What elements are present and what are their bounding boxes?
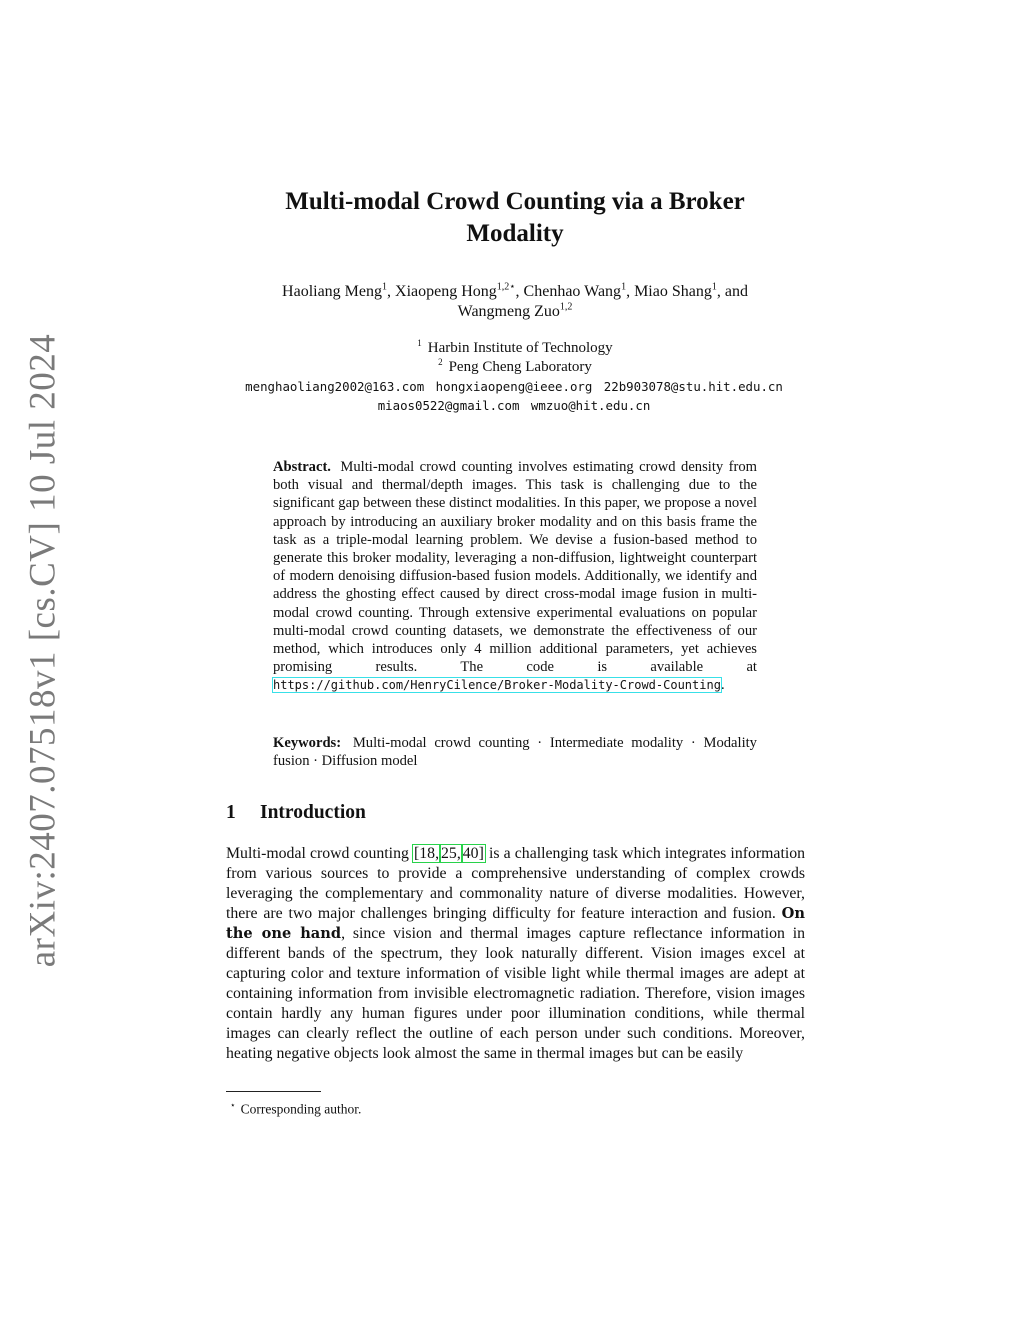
intro-paragraph	[226, 844, 805, 1064]
keywords	[273, 734, 757, 770]
email-line-2	[214, 396, 814, 415]
author-list	[220, 282, 810, 322]
author-name: Miao Shang	[634, 283, 712, 300]
author-sup: 1,2	[559, 301, 573, 313]
email: hongxiaopeng@ieee.org	[435, 379, 593, 394]
affiliation-sup: 1	[417, 338, 422, 348]
email: miaos0522@gmail.com	[377, 398, 520, 413]
author-sep: ,	[515, 283, 524, 300]
author-name: Xiaopeng Hong	[395, 283, 497, 300]
author-name: Chenhao Wang	[523, 283, 622, 300]
keywords-text: Multi-modal crowd counting · Intermediate modality · Modality fusion · Diffusion model	[273, 735, 757, 770]
intro-text-2: , since vision and thermal images capture reflectance information in different bands of the spectrum, they look naturally different. Vision images excel at capturing color and texture information of visible light while thermal images are adept at containing information from invisible electromagnetic radiation. Therefore, vision images contain hardly any human figures under poor illumination conditions, while thermal images can clearly reflect the outline of each person under such conditions. Moreover, heating negative objects look almost the same in thermal images but can be easily	[226, 925, 806, 1062]
author-sup: 1,2⋆	[496, 281, 516, 293]
abstract-label: Abstract.	[273, 459, 331, 475]
arxiv-stamp	[20, 333, 66, 967]
email: 22b903078@stu.hit.edu.cn	[603, 379, 783, 394]
citation-link[interactable]: 40]	[462, 845, 484, 862]
abstract-end: .	[720, 677, 725, 694]
citation-link[interactable]: 25,	[441, 845, 461, 862]
affiliation-sup: 2	[438, 356, 443, 367]
paper-title	[240, 186, 790, 250]
section-heading	[226, 802, 806, 824]
section-title: Introduction	[260, 802, 366, 823]
footnote	[230, 1096, 361, 1119]
title-line-2: Modality	[466, 220, 564, 247]
keywords-label: Keywords:	[273, 735, 342, 751]
title-line-1: Multi-modal Crowd Counting via a Broker	[285, 188, 745, 215]
author-sup: 1	[621, 281, 627, 293]
footnote-mark: ⋆	[230, 1100, 236, 1110]
author-name: Wangmeng Zuo	[457, 303, 560, 320]
intro-lead: Multi-modal crowd counting	[226, 845, 409, 862]
email: wmzuo@hit.edu.cn	[530, 398, 651, 413]
arxiv-stamp-text: arXiv:2407.07518v1 [cs.CV] 10 Jul 2024	[22, 333, 64, 967]
email: menghaoliang2002@163.com	[245, 379, 425, 394]
author-sep: ,	[387, 283, 396, 300]
email-list	[214, 377, 814, 415]
intro-text: is a challenging task which integrates information from various sources to provide a comprehensive understanding of complex crowds leveraging the complementary and commonality nature of diverse modalities. However, there are two major challenges bringing difficulty for feature interaction and fusion.	[226, 845, 806, 922]
citation-link[interactable]: [18,	[414, 845, 440, 862]
code-link[interactable]: https://github.com/HenryCilence/Broker-Modality-Crowd-Counting	[273, 678, 721, 693]
section-number: 1	[226, 802, 236, 823]
affiliation-name: Harbin Institute of Technology	[427, 340, 613, 356]
affiliations	[220, 339, 810, 376]
footnote-divider	[226, 1091, 321, 1092]
email-line-1	[214, 377, 814, 396]
author-sup: 1	[711, 281, 717, 293]
abstract-text: Multi-modal crowd counting involves estimating crowd density from both visual and thermal/depth images. This task is challenging due to the significant gap between these distinct modalities. In this paper, we propose a novel approach by introducing an auxiliary broker modality and on this basis frame the task as a triple-modal learning problem. We devise a fusion-based method to generate this broker modality, leveraging a non-diffusion, lightweight counterpart of modern denoising diffusion-based fusion models. Additionally, we identify and address the ghosting effect caused by direct cross-modal image fusion in multi-modal crowd counting. Through extensive experimental evaluations on popular multi-modal crowd counting datasets, we demonstrate the effectiveness of our method, which introduces only 4 million additional parameters, yet achieves promising results. The code is available at	[273, 459, 757, 676]
intro-emphasis: On the one hand	[226, 905, 805, 942]
affiliation-1	[220, 339, 810, 358]
author-name: Haoliang Meng	[282, 283, 383, 300]
author-sep: ,	[626, 283, 635, 300]
author-and: , and	[716, 283, 748, 300]
affiliation-2	[220, 358, 810, 377]
affiliation-name: Peng Cheng Laboratory	[448, 358, 592, 375]
footnote-text: Corresponding author.	[240, 1101, 362, 1117]
author-sup: 1	[382, 281, 388, 293]
abstract	[273, 458, 757, 695]
